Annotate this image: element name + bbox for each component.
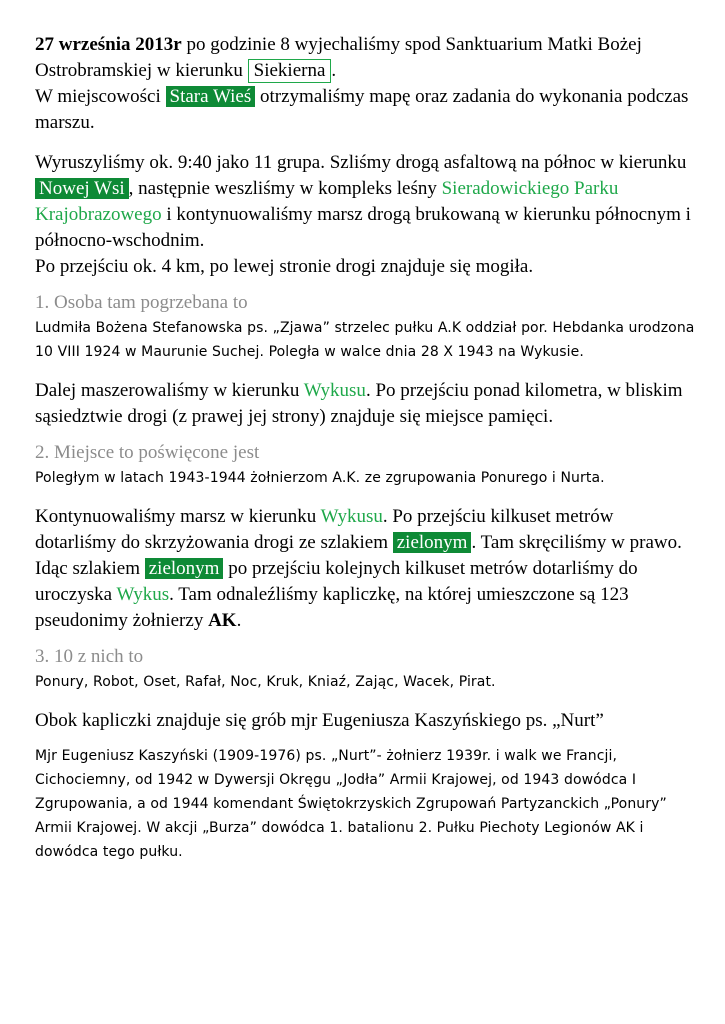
question-1: 1. Osoba tam pogrzebana to — [35, 292, 248, 313]
place-wykus: Wykus — [116, 584, 170, 605]
place-wykusu: Wykusu — [303, 380, 366, 401]
answer-1: Ludmiła Bożena Stefanowska ps. „Zjawa” strzelec pułku A.K oddział por. Hebdanka urodzona 10 VIII 1924 w Maurunie Suchej. Poległa w walce dnia 28 X 1943 na Wykusie. — [35, 320, 695, 360]
ak-label: AK — [208, 610, 237, 631]
question-2: 2. Miejsce to poświęcone jest — [35, 442, 260, 463]
trail-zielonym-1: zielonym — [393, 532, 472, 553]
paragraph-2: Wyruszyliśmy ok. 9:40 jako 11 grupa. Szliśmy drogą asfaltową na północ w kierunku Nowej Wsi , następnie weszliśmy w kompleks leśny Sieradowickiego Parku Krajobrazowego i kontynuowaliśmy marsz drogą brukowaną w kierunku północnym i północno-wschodnim. Po przejściu ok. 4 km, po lewej stronie drogi znajduje się mogiła. — [35, 152, 691, 277]
place-wykusu-2: Wykusu — [320, 506, 383, 527]
answer-3: Ponury, Robot, Oset, Rafał, Noc, Kruk, Kniaź, Zając, Wacek, Pirat. — [35, 674, 496, 690]
answer-2: Poległym w latach 1943-1944 żołnierzom A.K. ze zgrupowania Ponurego i Nurta. — [35, 470, 605, 486]
place-siekierna: Siekierna — [248, 59, 332, 83]
paragraph-5: Obok kapliczki znajduje się grób mjr Eugeniusza Kaszyńskiego ps. „Nurt” — [35, 710, 604, 731]
biography: Mjr Eugeniusz Kaszyński (1909-1976) ps. „Nurt”- żołnierz 1939r. i walk we Francji, Cichociemny, od 1942 w Dywersji Okręgu „Jodła” Armii Krajowej, od 1943 dowódca I Zgrupowania, a od 1944 komendant Świętokrzyskich Zgrupowań Partyzanckich „Ponury” Armii Krajowej. W akcji „Burza” dowódca 1. batalionu 2. Pułku Piechoty Legionów AK i dowódca tego pułku. — [35, 748, 667, 860]
date: 27 września 2013r — [35, 34, 182, 55]
document-page — [35, 32, 695, 864]
trail-zielonym-2: zielonym — [145, 558, 224, 579]
place-nowej-wsi: Nowej Wsi — [35, 178, 129, 199]
question-3: 3. 10 z nich to — [35, 646, 144, 667]
place-stara-wies: Stara Wieś — [166, 86, 256, 107]
paragraph-4: Kontynuowaliśmy marsz w kierunku Wykusu. Po przejściu kilkuset metrów dotarliśmy do skrzyżowania drogi ze szlakiem zielonym . Tam skręciliśmy w prawo. Idąc szlakiem zielonym po przejściu kolejnych kilkuset metrów dotarliśmy do uroczyska Wykus. Tam odnaleźliśmy kapliczkę, na której umieszczone są 123 pseudonimy żołnierzy AK. — [35, 506, 682, 631]
paragraph-1: 27 września 2013r po godzinie 8 wyjechaliśmy spod Sanktuarium Matki Bożej Ostrobramskiej w kierunku Siekierna . W miejscowości Stara Wieś otrzymaliśmy mapę oraz zadania do wykonania podczas marszu. — [35, 34, 689, 133]
park-name: Sieradowickiego Parku Krajobrazowego — [35, 178, 619, 225]
paragraph-3: Dalej maszerowaliśmy w kierunku Wykusu. Po przejściu ponad kilometra, w bliskim sąsiedztwie drogi (z prawej jej strony) znajduje się miejsce pamięci. — [35, 380, 683, 427]
